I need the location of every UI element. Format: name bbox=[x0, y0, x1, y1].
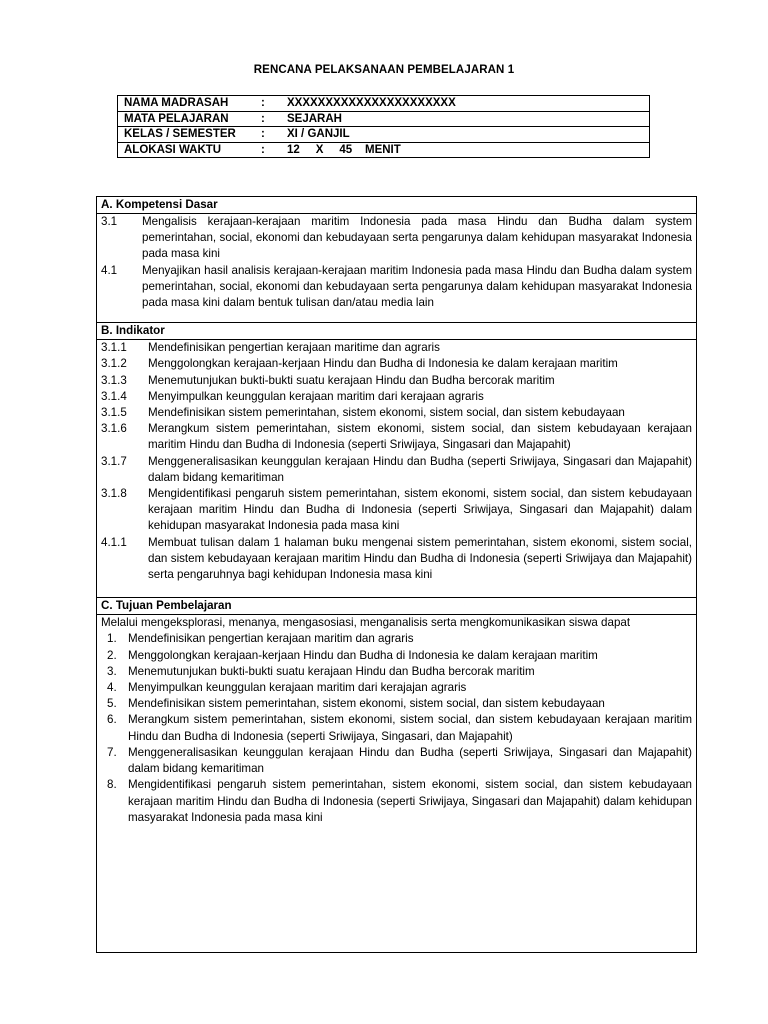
item-number: 3.1.8 bbox=[101, 487, 127, 501]
list-item bbox=[97, 712, 696, 744]
list-item bbox=[97, 777, 696, 826]
item-text: Menyajikan hasil analisis kerajaan-kerajaan maritim Indonesia pada masa Hindu dan Budha dalam system pemerintahan, social, ekonomi dan kebudayaan serta pengarunya dalam kehidupan masyarakat Indonesia pada masa kini dalam bentuk tulisan dan/atau media lain bbox=[142, 263, 692, 310]
item-number: 7. bbox=[107, 745, 117, 759]
list-item bbox=[97, 340, 696, 356]
list-item bbox=[97, 356, 696, 372]
item-text: Menggeneralisasikan keunggulan kerajaan Hindu dan Budha (seperti Sriwijaya, Singasari dan Majapahit) dalam bidang kemaritiman bbox=[148, 454, 692, 484]
list-item bbox=[97, 745, 696, 777]
item-text: Mengalisis kerajaan-kerajaan maritim Indonesia pada masa Hindu dan Budha dalam system pemerintahan, social, ekonomi dan kebudayaan serta pengarunya dalam kehidupan masyarakat Indonesia pada masa kini bbox=[142, 215, 692, 261]
item-text: Menggolongkan kerajaan-kerjaan Hindu dan Budha di Indonesia ke dalam kerajaan maritim bbox=[128, 648, 598, 662]
list-item bbox=[97, 648, 696, 664]
identity-row-subject bbox=[118, 111, 650, 127]
item-text: Membuat tulisan dalam 1 halaman buku mengenai sistem pemerintahan, sistem ekonomi, sistem social, dan sistem kebudayaan kerajaan maritim Hindu dan Budha di Indonesia (seperti Sriwijaya dan Majapahit) serta pengaruhnya bagi kehidupan Indonesia masa kini bbox=[148, 535, 692, 582]
item-number: 4. bbox=[107, 681, 117, 695]
identity-value: XI / GANJIL bbox=[281, 127, 650, 143]
item-number: 4.1.1 bbox=[101, 535, 127, 549]
item-number: 3.1.7 bbox=[101, 454, 127, 468]
item-number: 4.1 bbox=[101, 263, 118, 277]
item-number: 3.1 bbox=[101, 215, 118, 228]
identity-row-school bbox=[118, 96, 650, 112]
list-item bbox=[97, 263, 696, 312]
item-number: 3.1.3 bbox=[101, 373, 127, 387]
identity-colon: : bbox=[261, 111, 281, 127]
item-text: Mendefinisikan sistem pemerintahan, sistem ekonomi, sistem social, dan sistem kebudayaan bbox=[148, 406, 625, 420]
list-item bbox=[97, 680, 696, 696]
item-text: Menyimpulkan keunggulan kerajaan maritim dari kerajajan agraris bbox=[128, 681, 467, 695]
identity-colon: : bbox=[261, 142, 281, 158]
identity-value: SEJARAH bbox=[281, 111, 650, 127]
item-text: Merangkum sistem pemerintahan, sistem ekonomi, sistem social, dan sistem kebudayaan kerajaan maritim Hindu dan Budha di Indonesia (seperti Sriwijaya, Singasari, dan Majapahit) bbox=[128, 713, 692, 743]
tujuan-block bbox=[97, 615, 696, 826]
item-text: Menggolongkan kerajaan-kerjaan Hindu dan Budha di Indonesia ke dalam kerajaan maritim bbox=[148, 357, 618, 371]
item-number: 1. bbox=[107, 632, 117, 646]
item-text: Mendefinisikan pengertian kerajaan maritime dan agraris bbox=[148, 341, 440, 355]
list-item bbox=[97, 535, 696, 584]
tujuan-intro: Melalui mengeksplorasi, menanya, mengasosiasi, menganalisis serta mengkomunikasikan siswa dapat bbox=[101, 616, 631, 630]
item-text: Mengidentifikasi pengaruh sistem pemerintahan, sistem ekonomi, sistem social, dan sistem kebudayaan kerajaan maritim Hindu dan Budha di Indonesia (seperti Sriwijaya, Singasari dan Majapahit) dalam kehidupan masyarakat Indonesia pada masa kini bbox=[148, 487, 692, 533]
identity-label: KELAS / SEMESTER bbox=[118, 127, 262, 143]
item-text: Menyimpulkan keunggulan kerajaan maritim dari kerajaan agraris bbox=[148, 389, 484, 403]
item-number: 5. bbox=[107, 697, 117, 711]
list-item bbox=[97, 696, 696, 712]
identity-row-class bbox=[118, 127, 650, 143]
list-item bbox=[97, 405, 696, 421]
identity-label: ALOKASI WAKTU bbox=[118, 142, 262, 158]
kompetensi-dasar-block bbox=[97, 214, 696, 323]
item-text: Mendefinisikan pengertian kerajaan maritim dan agraris bbox=[128, 632, 414, 646]
item-text: Mendefinisikan sistem pemerintahan, sistem ekonomi, sistem social, dan sistem kebudayaan bbox=[128, 697, 605, 711]
identity-colon: : bbox=[261, 127, 281, 143]
item-number: 3. bbox=[107, 664, 117, 678]
section-heading-tujuan: C. Tujuan Pembelajaran bbox=[97, 598, 696, 615]
list-item bbox=[97, 421, 696, 453]
item-text: Merangkum sistem pemerintahan, sistem ekonomi, sistem social, dan sistem kebudayaan kerajaan maritim Hindu dan Budha di Indonesia (seperti Sriwijaya, Singasari dan Majapahit) bbox=[148, 422, 692, 452]
rpp-content-box bbox=[96, 196, 697, 953]
list-item bbox=[97, 631, 696, 647]
item-text: Mengidentifikasi pengaruh sistem pemerintahan, sistem ekonomi, sistem social, dan sistem kebudayaan kerajaan maritim Hindu dan Budha di Indonesia (seperti Sriwijaya, Singasari dan Majapahit) dalam kehidupan masyarakat Indonesia pada masa kini bbox=[128, 778, 692, 824]
section-heading-kompetensi: A. Kompetensi Dasar bbox=[97, 197, 696, 214]
identity-value: XXXXXXXXXXXXXXXXXXXXXX bbox=[281, 96, 650, 112]
list-item bbox=[97, 664, 696, 680]
item-number: 3.1.6 bbox=[101, 422, 127, 436]
identity-label: MATA PELAJARAN bbox=[118, 111, 262, 127]
item-number: 3.1.2 bbox=[101, 357, 127, 371]
indikator-block bbox=[97, 340, 696, 598]
identity-colon: : bbox=[261, 96, 281, 112]
item-number: 8. bbox=[107, 778, 117, 792]
item-number: 3.1.5 bbox=[101, 406, 127, 420]
item-text: Menggeneralisasikan keunggulan kerajaan Hindu dan Budha (seperti Sriwijaya, Singasari dan Majapahit) dalam bidang kemaritiman bbox=[128, 745, 692, 776]
section-heading-indikator: B. Indikator bbox=[97, 323, 696, 340]
item-text: Menemutunjukan bukti-bukti suatu kerajaan Hindu dan Budha bercorak maritim bbox=[148, 373, 555, 387]
list-item bbox=[97, 373, 696, 389]
identity-value: 12 X 45 MENIT bbox=[281, 142, 650, 158]
item-text: Menemutunjukan bukti-bukti suatu kerajaan Hindu dan Budha bercorak maritim bbox=[128, 664, 535, 678]
list-item bbox=[97, 454, 696, 486]
page-title: RENCANA PELAKSANAAN PEMBELAJARAN 1 bbox=[253, 64, 515, 76]
item-number: 3.1.4 bbox=[101, 389, 127, 403]
identity-row-time bbox=[118, 142, 650, 158]
identity-label: NAMA MADRASAH bbox=[118, 96, 262, 112]
item-number: 2. bbox=[107, 648, 117, 662]
list-item bbox=[97, 486, 696, 535]
list-item bbox=[97, 214, 696, 263]
identity-table bbox=[117, 95, 650, 158]
item-number: 3.1.1 bbox=[101, 341, 127, 355]
item-number: 6. bbox=[107, 713, 117, 727]
list-item bbox=[97, 389, 696, 405]
